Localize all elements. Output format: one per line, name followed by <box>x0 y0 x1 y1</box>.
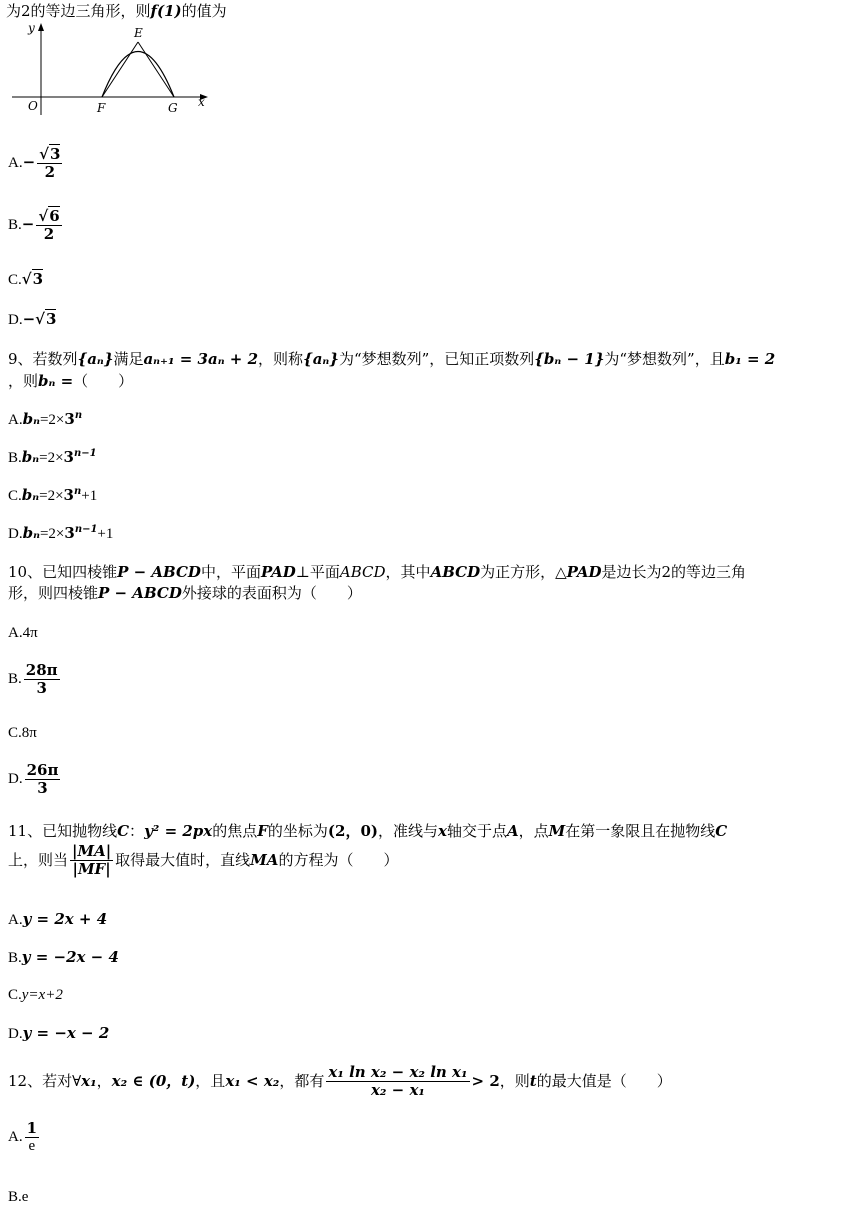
option-letter: B. <box>8 450 22 466</box>
point-f-label: F <box>97 101 106 115</box>
option-d[interactable] <box>8 762 62 798</box>
option-b[interactable] <box>8 1188 28 1206</box>
exponent: n−1 <box>74 524 98 535</box>
function-graph-figure <box>8 20 213 120</box>
continued-question-text <box>6 2 227 20</box>
math-expr: y = −2x − 4 <box>21 948 119 966</box>
text: 为“梦想数列”，且 <box>604 350 725 368</box>
option-letter: A. <box>8 1129 23 1146</box>
denominator: 3 <box>36 679 47 698</box>
math-expr: M <box>548 822 566 840</box>
fraction <box>25 762 61 798</box>
option-b[interactable] <box>8 662 62 698</box>
option-d[interactable] <box>8 524 113 543</box>
option-c[interactable] <box>8 724 37 742</box>
denominator: e <box>28 1138 36 1155</box>
point-e-label: E <box>134 26 143 40</box>
text: 上，则当 <box>8 850 69 869</box>
option-b[interactable] <box>8 208 64 244</box>
math-expr: P − ABCD <box>117 563 201 581</box>
text: ⊥平面 <box>295 563 340 581</box>
math-expr: {aₙ} <box>303 350 339 368</box>
question-9-line-1 <box>8 350 775 368</box>
text: 11、已知抛物线 <box>8 822 118 840</box>
numerator: x₁ ln x₂ − x₂ ln x₁ <box>328 1063 468 1081</box>
math-expr: MA <box>250 850 279 869</box>
math-expr: x₁ <box>81 1071 97 1090</box>
radicand: 3 <box>46 310 57 328</box>
math-expr: x₂ ∈ (0，t) <box>111 1071 196 1090</box>
math-expr: C <box>715 822 728 840</box>
option-letter: D. <box>8 312 23 328</box>
math-expr: b₁ = 2 <box>724 350 776 368</box>
math-expr: y = −x − 2 <box>22 1024 110 1042</box>
math-expr: A <box>506 822 519 840</box>
triangle-side-fe <box>102 42 138 97</box>
fraction <box>25 1120 39 1156</box>
math-expr: y=x+2 <box>21 987 63 1003</box>
math-expr: y = 2x + 4 <box>22 910 108 928</box>
text: ，其中 <box>385 563 431 581</box>
math-expr: {bₙ − 1} <box>534 350 605 368</box>
radicand: 3 <box>32 270 44 288</box>
denominator: x₂ − x₁ <box>370 1081 425 1100</box>
option-letter: B. <box>8 217 22 234</box>
text: 为“梦想数列”，已知正项数列 <box>338 350 535 368</box>
text: （ ） <box>73 372 134 390</box>
math-expr: {aₙ} <box>77 350 114 368</box>
math-expr: F <box>257 822 268 840</box>
math-expr: x₁ < x₂ <box>225 1071 280 1090</box>
math-expr: bₙ <box>21 448 40 466</box>
point-g-label: G <box>168 101 178 115</box>
base: 3 <box>64 410 75 428</box>
math-expr: bₙ <box>22 524 40 542</box>
question-11-line-1 <box>8 822 727 840</box>
text: 的最大值是（ ） <box>536 1071 672 1090</box>
fraction <box>326 1064 469 1100</box>
option-letter: D. <box>8 1026 23 1042</box>
text: 外接球的表面积为（ ） <box>181 584 362 602</box>
numerator: 26π <box>26 761 59 779</box>
x-label: x <box>198 95 205 109</box>
text: =2× <box>39 450 64 466</box>
text: 形，则四棱锥 <box>8 584 99 602</box>
option-letter: A. <box>8 155 23 172</box>
option-b[interactable] <box>8 948 119 967</box>
text: =2× <box>39 526 65 542</box>
question-11-line-2 <box>8 843 398 879</box>
y-label: y <box>28 21 35 35</box>
text: ，则称 <box>258 350 304 368</box>
text: ，点 <box>518 822 549 840</box>
option-c[interactable] <box>8 986 63 1004</box>
exponent: n <box>74 410 83 421</box>
option-letter: C. <box>8 987 22 1003</box>
fraction <box>70 843 113 879</box>
option-text: A.4π <box>8 625 38 641</box>
text: =2× <box>39 412 65 428</box>
option-a[interactable] <box>8 146 64 182</box>
math-expr: ABCD <box>339 563 386 581</box>
math-expr: y² = 2px <box>144 822 213 840</box>
math-expr: > 2 <box>471 1071 500 1090</box>
option-letter: A. <box>8 412 23 428</box>
text: ，都有 <box>279 1071 325 1090</box>
option-letter: D. <box>8 526 23 542</box>
math-expr: t <box>529 1071 537 1090</box>
denominator: 2 <box>44 163 56 182</box>
y-axis-arrow <box>38 23 44 31</box>
math-expr: bₙ <box>22 410 40 428</box>
origin-label: O <box>28 99 38 113</box>
denominator: |MF| <box>72 860 111 879</box>
sign: − <box>21 215 35 234</box>
option-c[interactable]: C.√3 <box>8 270 44 288</box>
text: 的方程为（ ） <box>278 850 399 869</box>
option-a[interactable] <box>8 410 82 429</box>
fraction <box>24 662 60 698</box>
text: 中，平面 <box>200 563 261 581</box>
sign: − <box>22 153 36 172</box>
math-expr: C <box>117 822 130 840</box>
triangle-side-eg <box>138 42 174 97</box>
option-d[interactable]: D.−√3 <box>8 310 57 328</box>
text: 轴交于点 <box>446 822 507 840</box>
option-a[interactable] <box>8 910 107 929</box>
option-text: C.8π <box>8 725 37 741</box>
text: 10、已知四棱锥 <box>8 563 118 581</box>
curve <box>102 52 174 98</box>
option-letter: C. <box>8 488 22 504</box>
radicand: 3 <box>50 145 61 163</box>
text: ，则 <box>8 372 39 390</box>
text: ： <box>129 822 145 840</box>
text: 12、若对∀ <box>8 1071 82 1090</box>
text: +1 <box>97 526 114 542</box>
question-9-line-2 <box>8 372 133 390</box>
math-expr: aₙ₊₁ = 3aₙ + 2 <box>143 350 259 368</box>
option-letter: B. <box>8 950 22 966</box>
option-letter: A. <box>8 912 23 928</box>
fraction: $\frac{√6}{2}$ <box>38 207 60 244</box>
math-expr: P − ABCD <box>98 584 182 602</box>
text: 满足 <box>113 350 144 368</box>
base: 3 <box>64 524 75 542</box>
radicand: 6 <box>49 207 60 225</box>
text: =2× <box>39 488 64 504</box>
text: 9、若数列 <box>8 350 78 368</box>
text: ，且 <box>195 1071 226 1090</box>
text: ，则 <box>499 1071 530 1090</box>
exponent: n−1 <box>73 448 97 459</box>
option-letter: B. <box>8 671 22 688</box>
math-expr: bₙ <box>21 486 40 504</box>
base: 3 <box>63 448 74 466</box>
option-a[interactable] <box>8 1120 41 1156</box>
fraction: $\frac{√3}{2}$ <box>39 145 61 182</box>
math-expr: PAD <box>566 563 602 581</box>
question-text: 的值为 <box>181 2 227 20</box>
math-expr: f(1) <box>150 2 182 20</box>
option-b[interactable] <box>8 448 97 467</box>
exponent: n <box>73 486 82 497</box>
math-expr: bₙ = <box>38 372 74 390</box>
question-10-line-1 <box>8 563 746 581</box>
text: 在第一象限且在抛物线 <box>565 822 716 840</box>
denominator: 3 <box>37 779 48 798</box>
option-letter: C. <box>8 272 22 288</box>
option-text: B.e <box>8 1189 29 1205</box>
option-a[interactable] <box>8 624 38 642</box>
text: 为正方形，△ <box>480 563 567 581</box>
text: 取得最大值时，直线 <box>115 850 251 869</box>
sign: − <box>22 310 36 328</box>
text: ， <box>96 1071 112 1090</box>
question-text: 为2的等边三角形，则 <box>6 2 151 20</box>
math-expr: PAD <box>260 563 296 581</box>
base: 3 <box>63 486 74 504</box>
numerator: 28π <box>25 661 58 679</box>
text: 是边长为2的等边三角 <box>601 563 747 581</box>
text: ，准线与 <box>378 822 439 840</box>
text: 的坐标为 <box>267 822 328 840</box>
text: 的焦点 <box>212 822 258 840</box>
math-expr: x <box>438 822 447 840</box>
denominator: 2 <box>43 225 55 244</box>
question-12-line-1 <box>8 1064 672 1100</box>
option-letter: D. <box>8 771 23 788</box>
math-expr: (2，0) <box>327 822 378 840</box>
math-expr: ABCD <box>430 563 481 581</box>
numerator: 1 <box>26 1119 38 1137</box>
question-10-line-2 <box>8 584 362 602</box>
numerator: |MA| <box>72 842 112 860</box>
option-c[interactable] <box>8 486 97 505</box>
text: +1 <box>81 488 98 504</box>
option-d[interactable] <box>8 1024 109 1043</box>
